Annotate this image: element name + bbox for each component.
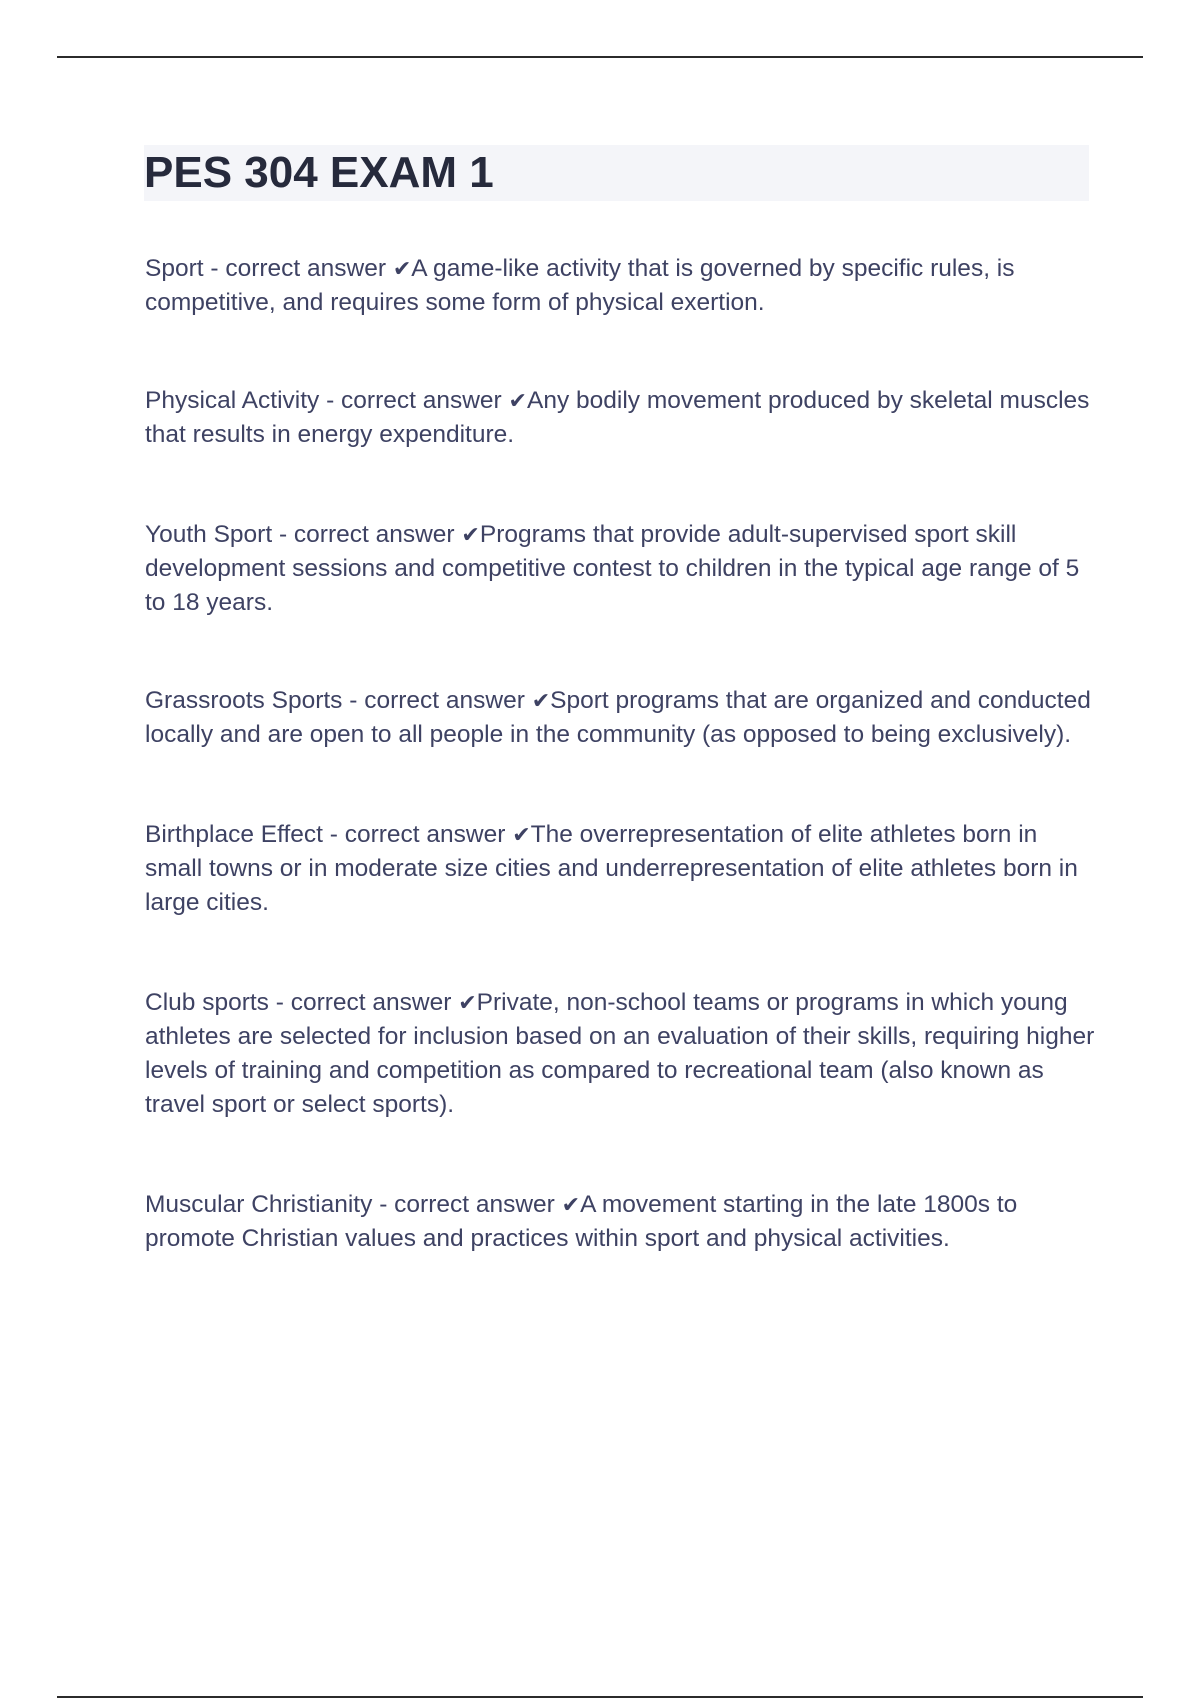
entry-term: Sport [145,255,204,282]
check-mark-icon: ✔ [561,1192,581,1217]
page-title: PES 304 EXAM 1 [144,148,494,197]
entry-definition: Programs that provide adult-supervised sport skill development sessions and competitive contest to children in the typical age range of 5 to 18 years. [145,521,1080,616]
check-mark-icon: ✔ [531,688,551,713]
entry-definition: Sport programs that are organized and conducted locally and are open to all people in the community (as opposed to being exclusively). [145,687,1091,748]
correct-answer-marker: - correct answer [329,821,506,848]
check-mark-icon: ✔ [508,388,527,413]
entry-definition: A game-like activity that is governed by specific rules, is competitive, and requires some form of physical exertion. [145,255,1015,316]
correct-answer-marker: - correct answer [326,387,502,414]
title-bar [144,145,1089,201]
definition-entry-physical-activity [145,384,1095,452]
entry-definition: Any bodily movement produced by skeletal muscles that results in energy expenditure. [145,387,1090,448]
correct-answer-marker: - correct answer [275,989,452,1016]
check-mark-icon: ✔ [461,522,480,547]
definition-entry-sport [145,252,1095,320]
entry-definition: A movement starting in the late 1800s to promote Christian values and practices within sport and physical activities. [145,1191,1018,1252]
bottom-rule [57,1696,1143,1698]
entry-term: Youth Sport [145,521,273,548]
definition-entry-birthplace-effect [145,818,1095,920]
definition-entry-youth-sport [145,518,1095,620]
entry-term: Birthplace Effect [145,821,323,848]
check-mark-icon: ✔ [392,256,412,281]
top-rule [57,56,1143,58]
entry-term: Grassroots Sports [145,687,343,714]
definition-entry-club-sports [145,986,1095,1122]
definition-list [145,252,1095,1256]
entry-definition: The overrepresentation of elite athletes born in small towns or in moderate size cities and underrepresentation of elite athletes born in large cities. [145,821,1078,916]
entry-term: Muscular Christianity [145,1191,373,1218]
definition-entry-muscular-christianity [145,1188,1095,1256]
check-mark-icon: ✔ [458,990,477,1015]
correct-answer-marker: - correct answer [210,255,387,282]
check-mark-icon: ✔ [512,822,531,847]
entry-term: Club sports [145,989,269,1016]
correct-answer-marker: - correct answer [349,687,525,714]
definition-entry-grassroots-sports [145,684,1095,752]
correct-answer-marker: - correct answer [278,521,455,548]
correct-answer-marker: - correct answer [379,1191,555,1218]
entry-definition: Private, non-school teams or programs in which young athletes are selected for inclusion based on an evaluation of their skills, requiring higher levels of training and competition as compared to recreational team (also known as travel sport or select sports). [145,989,1095,1118]
entry-term: Physical Activity [145,387,320,414]
